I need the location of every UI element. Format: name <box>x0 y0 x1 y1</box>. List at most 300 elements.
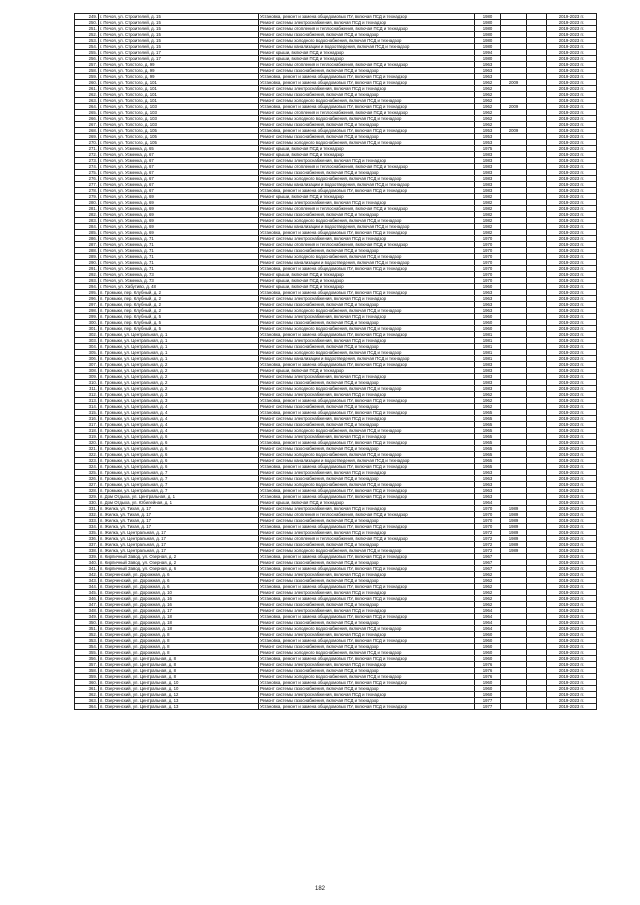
overhaul-year-cell: 1989 <box>501 524 527 530</box>
row-number: 280. <box>75 200 99 206</box>
table-row <box>75 548 597 554</box>
build-year-cell: 1963 <box>475 68 501 74</box>
work-type-cell: Ремонт крыши, включая ПСД и технадзор <box>259 278 475 284</box>
row-number: 288. <box>75 248 99 254</box>
work-type-cell: Ремонт системы газоснабжения, включая ПСД и технадзор <box>259 122 475 128</box>
build-year-cell: 1980 <box>475 20 501 26</box>
build-year-cell: 1980 <box>475 38 501 44</box>
build-year-cell: 1967 <box>475 554 501 560</box>
row-number: 304. <box>75 344 99 350</box>
build-year-cell: 1962 <box>475 404 501 410</box>
period-cell: 2019-2023 гг. <box>547 296 597 302</box>
period-cell: 2019-2023 гг. <box>547 392 597 398</box>
address-cell: п. Громыки, ул. Центральная, д. 4 <box>99 410 259 416</box>
row-number: 323. <box>75 458 99 464</box>
work-type-cell: Ремонт системы холодного водоснабжения, включая ПСД и технадзор <box>259 326 475 332</box>
address-cell: п. Громыки, ул. Центральная, д. 1 <box>99 338 259 344</box>
build-year-cell: 1960 <box>475 650 501 656</box>
period-cell: 2019-2023 гг. <box>547 50 597 56</box>
period-cell: 2019-2023 гг. <box>547 74 597 80</box>
row-number: 306. <box>75 356 99 362</box>
period-cell: 2019-2023 гг. <box>547 182 597 188</box>
row-number: 274. <box>75 164 99 170</box>
address-cell: п. Озерченский, ул. Центральная, д. 10 <box>99 686 259 692</box>
row-number: 344. <box>75 584 99 590</box>
period-cell: 2019-2023 гг. <box>547 524 597 530</box>
period-cell: 2019-2023 гг. <box>547 260 597 266</box>
period-cell: 2019-2023 гг. <box>547 188 597 194</box>
build-year-cell: 1963 <box>475 302 501 308</box>
work-type-cell: Ремонт крыши, включая ПСД и технадзор <box>259 272 475 278</box>
build-year-cell: 1964 <box>475 626 501 632</box>
period-cell: 2019-2023 гг. <box>547 128 597 134</box>
address-cell: п. Озерченский, ул. Центральная, д. 8 <box>99 668 259 674</box>
period-cell: 2019-2023 гг. <box>547 560 597 566</box>
period-cell: 2019-2023 гг. <box>547 404 597 410</box>
row-number: 295. <box>75 290 99 296</box>
work-type-cell: Ремонт системы холодного водоснабжения, включая ПСД и технадзор <box>259 674 475 680</box>
address-cell: п. Кирпичный Завод, ул. Озерная, д. 2 <box>99 554 259 560</box>
period-cell: 2019-2023 гг. <box>547 86 597 92</box>
row-number: 276. <box>75 176 99 182</box>
overhaul-year-cell: 2009 <box>501 128 527 134</box>
table-row <box>75 530 597 536</box>
row-number: 268. <box>75 128 99 134</box>
row-number: 264. <box>75 104 99 110</box>
build-year-cell: 1972 <box>475 548 501 554</box>
period-cell: 2019-2023 гг. <box>547 674 597 680</box>
row-number: 300. <box>75 320 99 326</box>
address-cell: г. Печоя, ул. Строителей, д. 15 <box>99 38 259 44</box>
work-type-cell: Ремонт системы газоснабжения, включая ПСД и технадзор <box>259 686 475 692</box>
row-number: 297. <box>75 302 99 308</box>
work-type-cell: Установка, ремонт и замена общедомовых ПУ, включая ПСД и технадзор <box>259 656 475 662</box>
address-cell: п. Громыки, ул. Центральная, д. 7 <box>99 482 259 488</box>
row-number: 266. <box>75 116 99 122</box>
row-number: 289. <box>75 254 99 260</box>
period-cell: 2019-2023 гг. <box>547 650 597 656</box>
work-type-cell: Ремонт системы канализации и водоотведения, включая ПСД и технадзор <box>259 356 475 362</box>
work-type-cell: Ремонт системы канализации и водоотведения, включая ПСД и технадзор <box>259 458 475 464</box>
period-cell: 2019-2023 гг. <box>547 110 597 116</box>
row-number: 298. <box>75 308 99 314</box>
work-type-cell: Ремонт системы электроснабжения, включая ПСД и технадзор <box>259 608 475 614</box>
work-type-cell: Ремонт системы электроснабжения, включая ПСД и технадзор <box>259 662 475 668</box>
address-cell: г. Печоя, ул. Усменка, д. 67 <box>99 164 259 170</box>
period-cell: 2019-2023 гг. <box>547 518 597 524</box>
row-number: 363. <box>75 698 99 704</box>
row-number: 334. <box>75 524 99 530</box>
address-cell: п. Озерченский, ул. Дорожная, д. 10 <box>99 590 259 596</box>
row-number: 277. <box>75 182 99 188</box>
build-year-cell: 1970 <box>475 236 501 242</box>
address-cell: г. Печоя, ул. Толстого, д. 99 <box>99 68 259 74</box>
build-year-cell: 1963 <box>475 494 501 500</box>
work-type-cell: Установка, ремонт и замена общедомовых ПУ, включая ПСД и технадзор <box>259 596 475 602</box>
row-number: 356. <box>75 656 99 662</box>
period-cell: 2019-2023 гг. <box>547 572 597 578</box>
row-number: 309. <box>75 374 99 380</box>
address-cell: п. Громыки, ул. Центральная, д. 4 <box>99 428 259 434</box>
period-cell: 2019-2023 гг. <box>547 362 597 368</box>
work-type-cell: Установка, ремонт и замена общедомовых ПУ, включая ПСД и технадзор <box>259 188 475 194</box>
row-number: 291. <box>75 266 99 272</box>
address-cell: п. Громыки, пер. Клубный, д. 2 <box>99 302 259 308</box>
work-type-cell: Ремонт системы отопления и теплоснабжения, включая ПСД и технадзор <box>259 242 475 248</box>
build-year-cell: 1963 <box>475 488 501 494</box>
row-number: 342. <box>75 572 99 578</box>
build-year-cell: 1960 <box>475 638 501 644</box>
address-cell: г. Печоя, ул. Усменка, д. 69 <box>99 218 259 224</box>
period-cell: 2019-2023 гг. <box>547 410 597 416</box>
row-number: 335. <box>75 530 99 536</box>
work-type-cell: Установка, ремонт и замена общедомовых ПУ, включая ПСД и технадзор <box>259 464 475 470</box>
build-year-cell: 1964 <box>475 620 501 626</box>
build-year-cell: 1965 <box>475 434 501 440</box>
build-year-cell: 1953 <box>475 134 501 140</box>
address-cell: п. Громыки, пер. Клубный, д. 2 <box>99 290 259 296</box>
build-year-cell: 1981 <box>475 350 501 356</box>
row-number: 255. <box>75 50 99 56</box>
row-number: 259. <box>75 74 99 80</box>
period-cell: 2019-2023 гг. <box>547 356 597 362</box>
table-row <box>75 542 597 548</box>
period-cell: 2019-2023 гг. <box>547 200 597 206</box>
build-year-cell: 1960 <box>475 326 501 332</box>
period-cell: 2019-2023 гг. <box>547 308 597 314</box>
table-row <box>75 104 597 110</box>
period-cell: 2019-2023 гг. <box>547 602 597 608</box>
work-type-cell: Ремонт системы электроснабжения, включая ПСД и технадзор <box>259 374 475 380</box>
build-year-cell: 1983 <box>475 164 501 170</box>
row-number: 293. <box>75 278 99 284</box>
period-cell: 2019-2023 гг. <box>547 248 597 254</box>
work-type-cell: Ремонт системы газоснабжения, включая ПСД и технадзор <box>259 302 475 308</box>
work-type-cell: Ремонт системы холодного водоснабжения, включая ПСД и технадзор <box>259 386 475 392</box>
work-type-cell: Ремонт системы электроснабжения, включая ПСД и технадзор <box>259 590 475 596</box>
address-cell: г. Печоя, ул. Толстого, д. 103 <box>99 122 259 128</box>
address-cell: п. Жилка, ул. Тихая, д. 17 <box>99 518 259 524</box>
work-type-cell: Ремонт системы электроснабжения, включая ПСД и технадзор <box>259 632 475 638</box>
period-cell: 2019-2023 гг. <box>547 692 597 698</box>
address-cell: п. Озерченский, ул. Дорожная, д. 16 <box>99 602 259 608</box>
row-number: 311. <box>75 386 99 392</box>
address-cell: г. Печоя, ул. Толстого, д. 101 <box>99 80 259 86</box>
period-cell: 2019-2023 гг. <box>547 578 597 584</box>
build-year-cell: 1960 <box>475 632 501 638</box>
build-year-cell: 1994 <box>475 50 501 56</box>
build-year-cell: 1962 <box>475 92 501 98</box>
address-cell: г. Печоя, ул. Строителей, д. 15 <box>99 44 259 50</box>
row-number: 327. <box>75 482 99 488</box>
work-type-cell: Ремонт системы отопления и теплоснабжения, включая ПСД и технадзор <box>259 62 475 68</box>
work-type-cell: Установка, ремонт и замена общедомовых ПУ, включая ПСД и технадзор <box>259 80 475 86</box>
build-year-cell: 1960 <box>475 656 501 662</box>
work-type-cell: Ремонт системы канализации и водоотведения, включая ПСД и технадзор <box>259 224 475 230</box>
period-cell: 2019-2023 гг. <box>547 134 597 140</box>
period-cell: 2019-2023 гг. <box>547 26 597 32</box>
row-number: 252. <box>75 32 99 38</box>
build-year-cell: 1967 <box>475 566 501 572</box>
work-type-cell: Ремонт системы газоснабжения, включая ПСД и технадзор <box>259 668 475 674</box>
period-cell: 2019-2023 гг. <box>547 302 597 308</box>
period-cell: 2019-2023 гг. <box>547 374 597 380</box>
work-type-cell: Ремонт системы холодного водоснабжения, включая ПСД и технадзор <box>259 350 475 356</box>
build-year-cell: 1982 <box>475 206 501 212</box>
period-cell: 2019-2023 гг. <box>547 668 597 674</box>
address-cell: г. Печоя, ул. Усменка, д. 71 <box>99 242 259 248</box>
row-number: 349. <box>75 614 99 620</box>
build-year-cell: 1964 <box>475 500 501 506</box>
work-type-cell: Ремонт системы газоснабжения, включая ПСД и технадзор <box>259 542 475 548</box>
work-type-cell: Ремонт системы холодного водоснабжения, включая ПСД и технадзор <box>259 38 475 44</box>
build-year-cell: 1960 <box>475 284 501 290</box>
build-year-cell: 1960 <box>475 692 501 698</box>
build-year-cell: 1967 <box>475 560 501 566</box>
row-number: 325. <box>75 470 99 476</box>
work-type-cell: Установка, ремонт и замена общедомовых ПУ, включая ПСД и технадзор <box>259 494 475 500</box>
build-year-cell: 1960 <box>475 644 501 650</box>
overhaul-year-cell: 1989 <box>501 512 527 518</box>
build-year-cell: 1962 <box>475 572 501 578</box>
build-year-cell: 1962 <box>475 110 501 116</box>
period-cell: 2019-2023 гг. <box>547 482 597 488</box>
period-cell: 2019-2023 гг. <box>547 680 597 686</box>
build-year-cell: 1976 <box>475 674 501 680</box>
address-cell: п. Громыки, ул. Центральная, д. 4 <box>99 416 259 422</box>
row-number: 345. <box>75 590 99 596</box>
period-cell: 2019-2023 гг. <box>547 590 597 596</box>
period-cell: 2019-2023 гг. <box>547 332 597 338</box>
build-year-cell: 1965 <box>475 410 501 416</box>
build-year-cell: 1983 <box>475 176 501 182</box>
address-cell: г. Печоя, ул. Строителей, д. 15 <box>99 20 259 26</box>
period-cell: 2019-2023 гг. <box>547 218 597 224</box>
work-type-cell: Ремонт системы газоснабжения, включая ПСД и технадзор <box>259 32 475 38</box>
work-type-cell: Ремонт системы газоснабжения, включая ПСД и технадзор <box>259 446 475 452</box>
build-year-cell: 1983 <box>475 152 501 158</box>
work-type-cell: Ремонт системы отопления и теплоснабжения, включая ПСД и технадзор <box>259 206 475 212</box>
address-cell: п. Озерченский, ул. Дорожная, д. 8 <box>99 650 259 656</box>
build-year-cell: 1970 <box>475 506 501 512</box>
address-cell: п. Кирпичный Завод, ул. Озерная, д. 2 <box>99 560 259 566</box>
build-year-cell: 1982 <box>475 230 501 236</box>
address-cell: г. Печоя, ул. Усменка, д. 69 <box>99 230 259 236</box>
period-cell: 2019-2023 гг. <box>547 704 597 710</box>
row-number: 256. <box>75 56 99 62</box>
address-cell: г. Печоя, ул. Толстого, д. 99 <box>99 74 259 80</box>
row-number: 261. <box>75 86 99 92</box>
period-cell: 2019-2023 гг. <box>547 236 597 242</box>
work-type-cell: Ремонт системы холодного водоснабжения, включая ПСД и технадзор <box>259 176 475 182</box>
row-number: 279. <box>75 194 99 200</box>
row-number: 290. <box>75 260 99 266</box>
period-cell: 2019-2023 гг. <box>547 194 597 200</box>
work-type-cell: Ремонт системы холодного водоснабжения, включая ПСД и технадзор <box>259 548 475 554</box>
table-row <box>75 704 597 710</box>
build-year-cell: 1963 <box>475 470 501 476</box>
row-number: 316. <box>75 416 99 422</box>
build-year-cell: 1976 <box>475 668 501 674</box>
period-cell: 2019-2023 гг. <box>547 320 597 326</box>
period-cell: 2019-2023 гг. <box>547 242 597 248</box>
work-type-cell: Ремонт крыши, включая ПСД и технадзор <box>259 50 475 56</box>
build-year-cell: 1977 <box>475 698 501 704</box>
row-number: 321. <box>75 446 99 452</box>
address-cell: п. Озерченский, ул. Дорожная, д. 6 <box>99 578 259 584</box>
row-number: 282. <box>75 212 99 218</box>
row-number: 358. <box>75 668 99 674</box>
period-cell: 2019-2023 гг. <box>547 488 597 494</box>
overhaul-year-cell: 1989 <box>501 506 527 512</box>
build-year-cell: 1982 <box>475 224 501 230</box>
row-number: 354. <box>75 644 99 650</box>
row-number: 254. <box>75 44 99 50</box>
build-year-cell: 1963 <box>475 62 501 68</box>
period-cell: 2019-2023 гг. <box>547 506 597 512</box>
period-cell: 2019-2023 гг. <box>547 266 597 272</box>
address-cell: п. Озерченский, ул. Центральная, д. 8 <box>99 656 259 662</box>
row-number: 332. <box>75 512 99 518</box>
period-cell: 2019-2023 гг. <box>547 272 597 278</box>
work-type-cell: Ремонт системы электроснабжения, включая ПСД и технадзор <box>259 296 475 302</box>
work-type-cell: Ремонт системы электроснабжения, включая ПСД и технадзор <box>259 86 475 92</box>
period-cell: 2019-2023 гг. <box>547 14 597 20</box>
work-type-cell: Установка, ремонт и замена общедомовых ПУ, включая ПСД и технадзор <box>259 362 475 368</box>
work-type-cell: Ремонт системы канализации и водоотведения, включая ПСД и технадзор <box>259 182 475 188</box>
work-type-cell: Установка, ремонт и замена общедомовых ПУ, включая ПСД и технадзор <box>259 128 475 134</box>
build-year-cell: 1965 <box>475 446 501 452</box>
period-cell: 2019-2023 гг. <box>547 338 597 344</box>
period-cell: 2019-2023 гг. <box>547 62 597 68</box>
period-cell: 2019-2023 гг. <box>547 398 597 404</box>
row-number: 272. <box>75 152 99 158</box>
address-cell: г. Печоя, ул. Толстого, д. 105 <box>99 128 259 134</box>
build-year-cell: 1982 <box>475 194 501 200</box>
row-number: 305. <box>75 350 99 356</box>
address-cell: п. Громыки, ул. Центральная, д. 2 <box>99 362 259 368</box>
build-year-cell: 1965 <box>475 428 501 434</box>
work-type-cell: Ремонт системы газоснабжения, включая ПСД и технадзор <box>259 422 475 428</box>
work-type-cell: Ремонт системы холодного водоснабжения, включая ПСД и технадзор <box>259 626 475 632</box>
work-type-cell: Ремонт системы электроснабжения, включая ПСД и технадзор <box>259 434 475 440</box>
work-type-cell: Ремонт системы электроснабжения, включая ПСД и технадзор <box>259 392 475 398</box>
address-cell: п. Громыки, ул. Центральная, д. 6 <box>99 452 259 458</box>
build-year-cell: 1970 <box>475 524 501 530</box>
period-cell: 2019-2023 гг. <box>547 80 597 86</box>
row-number: 347. <box>75 602 99 608</box>
period-cell: 2019-2023 гг. <box>547 224 597 230</box>
row-number: 331. <box>75 506 99 512</box>
period-cell: 2019-2023 гг. <box>547 230 597 236</box>
build-year-cell: 1970 <box>475 260 501 266</box>
work-type-cell: Установка, ремонт и замена общедомовых ПУ, включая ПСД и технадзор <box>259 332 475 338</box>
work-type-cell: Ремонт системы газоснабжения, включая ПСД и технадзор <box>259 92 475 98</box>
overhaul-year-cell: 1989 <box>501 518 527 524</box>
period-cell: 2019-2023 гг. <box>547 662 597 668</box>
row-number: 312. <box>75 392 99 398</box>
row-number: 292. <box>75 272 99 278</box>
build-year-cell: 1962 <box>475 596 501 602</box>
work-type-cell: Ремонт системы электроснабжения, включая ПСД и технадзор <box>259 470 475 476</box>
row-number: 307. <box>75 362 99 368</box>
row-number: 253. <box>75 38 99 44</box>
period-cell: 2019-2023 гг. <box>547 380 597 386</box>
build-year-cell: 1962 <box>475 98 501 104</box>
period-cell: 2019-2023 гг. <box>547 158 597 164</box>
period-cell: 2019-2023 гг. <box>547 566 597 572</box>
period-cell: 2019-2023 гг. <box>547 38 597 44</box>
address-cell: г. Печоя, ул. Хабутиво, д. 48 <box>99 284 259 290</box>
period-cell: 2019-2023 гг. <box>547 434 597 440</box>
period-cell: 2019-2023 гг. <box>547 44 597 50</box>
row-number: 270. <box>75 140 99 146</box>
row-number: 286. <box>75 236 99 242</box>
work-type-cell: Установка, ремонт и замена общедомовых ПУ, включая ПСД и технадзор <box>259 440 475 446</box>
work-type-cell: Ремонт системы электроснабжения, включая ПСД и технадзор <box>259 200 475 206</box>
row-number: 350. <box>75 620 99 626</box>
address-cell: п. Громыки, ул. Центральная, д. 6 <box>99 446 259 452</box>
address-cell: г. Печоя, ул. Толстого, д. 103 <box>99 110 259 116</box>
build-year-cell: 1962 <box>475 392 501 398</box>
work-type-cell: Установка, ремонт и замена общедомовых ПУ, включая ПСД и технадзор <box>259 680 475 686</box>
work-type-cell: Ремонт системы холодного водоснабжения, включая ПСД и технадзор <box>259 452 475 458</box>
period-cell: 2019-2023 гг. <box>547 584 597 590</box>
build-year-cell: 1981 <box>475 332 501 338</box>
build-year-cell: 1970 <box>475 254 501 260</box>
work-type-cell: Ремонт системы канализации и водоотведения, включая ПСД и технадзор <box>259 44 475 50</box>
period-cell: 2019-2023 гг. <box>547 530 597 536</box>
work-type-cell: Установка, ремонт и замена общедомовых ПУ, включая ПСД и технадзор <box>259 230 475 236</box>
work-type-cell: Установка, ремонт и замена общедомовых ПУ, включая ПСД и технадзор <box>259 290 475 296</box>
period-cell: 2019-2023 гг. <box>547 326 597 332</box>
address-cell: г. Печоя, ул. Строителей, д. 15 <box>99 32 259 38</box>
address-cell: г. Печоя, ул. Строителей, д. 15 <box>99 26 259 32</box>
address-cell: п. Громыки, ул. Центральная, д. 1 <box>99 350 259 356</box>
work-type-cell: Ремонт системы газоснабжения, включая ПСД и технадзор <box>259 170 475 176</box>
row-number: 296. <box>75 296 99 302</box>
address-cell: п. Громыки, ул. Центральная, д. 2 <box>99 380 259 386</box>
period-cell: 2019-2023 гг. <box>547 254 597 260</box>
row-number: 362. <box>75 692 99 698</box>
build-year-cell: 1962 <box>475 104 501 110</box>
address-cell: г. Печоя, ул. Усменка, д. 69 <box>99 206 259 212</box>
address-cell: п. Громыки, ул. Центральная, д. 1 <box>99 344 259 350</box>
period-cell: 2019-2023 гг. <box>547 614 597 620</box>
work-type-cell: Ремонт крыши, включая ПСД и технадзор <box>259 500 475 506</box>
work-type-cell: Установка, ремонт и замена общедомовых ПУ, включая ПСД и технадзор <box>259 638 475 644</box>
overhaul-year-cell: 2009 <box>501 80 527 86</box>
work-type-cell: Ремонт системы отопления и теплоснабжения, включая ПСД и технадзор <box>259 26 475 32</box>
period-cell: 2019-2023 гг. <box>547 284 597 290</box>
build-year-cell: 1970 <box>475 272 501 278</box>
period-cell: 2019-2023 гг. <box>547 608 597 614</box>
work-type-cell: Ремонт системы газоснабжения, включая ПСД и технадзор <box>259 404 475 410</box>
row-number: 322. <box>75 452 99 458</box>
address-cell: г. Печоя, ул. Строителей, д. 15 <box>99 14 259 20</box>
build-year-cell: 1963 <box>475 482 501 488</box>
work-type-cell: Ремонт системы электроснабжения, включая ПСД и технадзор <box>259 692 475 698</box>
work-type-cell: Ремонт системы электроснабжения, включая ПСД и технадзор <box>259 416 475 422</box>
address-cell: г. Печоя, ул. Усменка, д. 73 <box>99 278 259 284</box>
row-number: 330. <box>75 500 99 506</box>
build-year-cell: 1953 <box>475 128 501 134</box>
address-cell: п. Озерченский, ул. Дорожная, д. 16 <box>99 596 259 602</box>
build-year-cell: 1970 <box>475 242 501 248</box>
build-year-cell: 1976 <box>475 662 501 668</box>
work-type-cell: Ремонт системы электроснабжения, включая ПСД и технадзор <box>259 530 475 536</box>
work-type-cell: Ремонт системы газоснабжения, включая ПСД и технадзор <box>259 560 475 566</box>
